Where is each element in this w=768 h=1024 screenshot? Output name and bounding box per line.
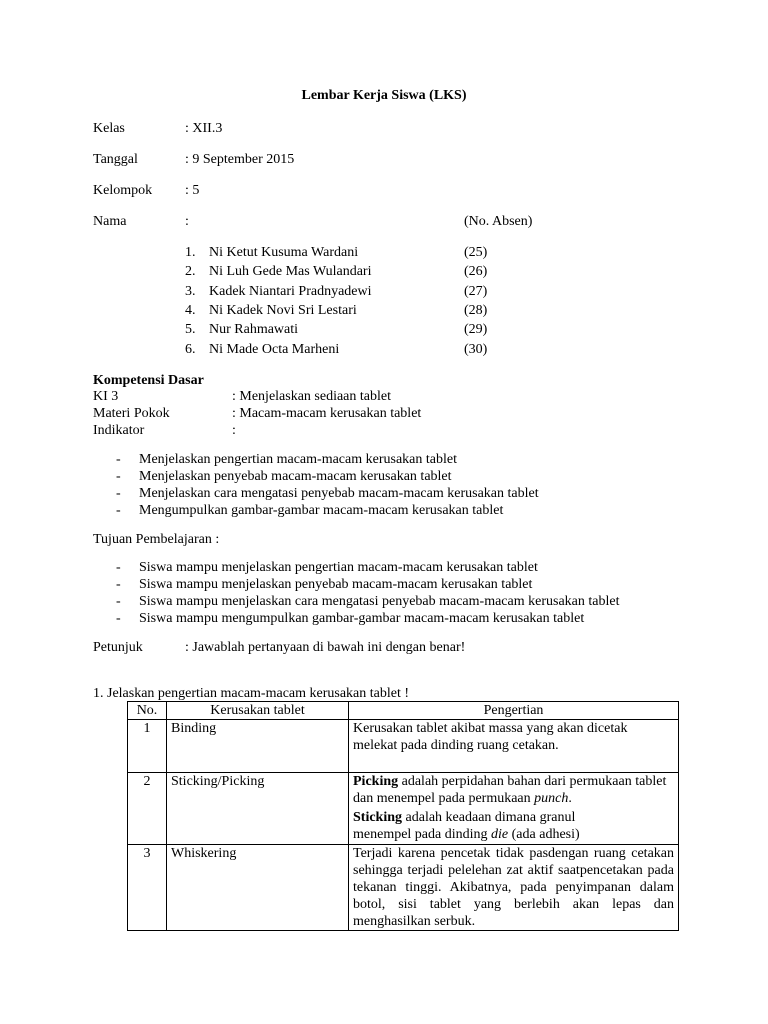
member-name: Ni Made Octa Marheni — [209, 342, 340, 357]
indikator-value: : — [232, 423, 236, 438]
row-kerusakan: Whiskering — [167, 845, 349, 931]
list-item: Siswa mampu menjelaskan penyebab macam-macam kerusakan tablet — [139, 577, 533, 592]
petunjuk-value: : Jawablah pertanyaan di bawah ini dengan benar! — [185, 640, 466, 655]
nama-label: Nama — [93, 214, 127, 229]
kelas-value: : XII.3 — [185, 121, 223, 136]
row-kerusakan: Binding — [167, 720, 349, 773]
member-number: 2. — [185, 264, 196, 279]
bullet-dash: - — [116, 486, 121, 501]
row-pengertian: Terjadi karena pencetak tidak pasdengan ruang cetakan sehingga terjadi pelelehan zat aktif saatpencetakan pada tekanan tinggi. Akibatnya, pada penyimpanan dalam botol, sisi tablet yang berlebih akan lepas dan menghasilkan serbuk. — [349, 845, 679, 931]
list-item: Siswa mampu menjelaskan pengertian macam-macam kerusakan tablet — [139, 560, 538, 575]
list-item: Menjelaskan pengertian macam-macam kerusakan tablet — [139, 452, 457, 467]
member-number: 3. — [185, 284, 196, 299]
kelas-label: Kelas — [93, 121, 125, 136]
row-number: 1 — [128, 720, 167, 773]
ki-label: KI 3 — [93, 389, 119, 404]
materi-label: Materi Pokok — [93, 406, 170, 421]
list-item: Siswa mampu menjelaskan cara mengatasi penyebab macam-macam kerusakan tablet — [139, 594, 620, 609]
sticking-definition-line — [353, 809, 674, 826]
row-kerusakan: Sticking/Picking — [167, 773, 349, 845]
member-absen: (27) — [464, 284, 488, 299]
member-name: Ni Luh Gede Mas Wulandari — [209, 264, 372, 279]
bullet-dash: - — [116, 577, 121, 592]
bullet-dash: - — [116, 560, 121, 575]
table-row — [128, 773, 679, 845]
kompetensi-heading: Kompetensi Dasar — [93, 373, 204, 388]
kelompok-label: Kelompok — [93, 183, 153, 198]
bullet-dash: - — [116, 469, 121, 484]
definition-line: melekat pada dinding ruang cetakan. — [353, 738, 559, 753]
member-number: 1. — [185, 245, 196, 260]
column-header-pengertian: Pengertian — [349, 702, 679, 720]
definition-text: menempel pada dinding — [353, 827, 492, 842]
table-row — [128, 720, 679, 773]
row-pengertian — [349, 720, 679, 773]
bullet-dash: - — [116, 611, 121, 626]
ki-value: : Menjelaskan sediaan tablet — [232, 389, 391, 404]
nama-value: : — [185, 214, 189, 229]
definition-line: Kerusakan tablet akibat massa yang akan dicetak — [353, 721, 628, 736]
petunjuk-label: Petunjuk — [93, 640, 143, 655]
list-item: Siswa mampu mengumpulkan gambar-gambar macam-macam kerusakan tablet — [139, 611, 585, 626]
member-name: Ni Ketut Kusuma Wardani — [209, 245, 359, 260]
member-number: 6. — [185, 342, 196, 357]
definition-text: (ada adhesi) — [508, 827, 580, 842]
picking-definition — [353, 773, 674, 807]
member-name: Nur Rahmawati — [209, 322, 299, 337]
member-number: 5. — [185, 322, 196, 337]
page-title: Lembar Kerja Siswa (LKS) — [301, 88, 467, 103]
absen-header: (No. Absen) — [464, 214, 533, 229]
sticking-definition-line — [353, 826, 674, 843]
column-header-kerusakan: Kerusakan tablet — [167, 702, 349, 720]
list-item: Menjelaskan penyebab macam-macam kerusakan tablet — [139, 469, 452, 484]
row-pengertian — [349, 773, 679, 845]
bullet-dash: - — [116, 452, 121, 467]
question-text: 1. Jelaskan pengertian macam-macam kerusakan tablet ! — [93, 686, 410, 701]
table-header-row — [128, 702, 679, 720]
materi-value: : Macam-macam kerusakan tablet — [232, 406, 422, 421]
term-die: die — [491, 827, 509, 842]
column-header-no: No. — [128, 702, 167, 720]
tanggal-value: : 9 September 2015 — [185, 152, 295, 167]
member-absen: (26) — [464, 264, 488, 279]
member-absen: (30) — [464, 342, 488, 357]
tujuan-heading: Tujuan Pembelajaran : — [93, 532, 220, 547]
definition-text: adalah perpidahan bahan dari permukaan tablet dan menempel pada permukaan — [353, 774, 667, 806]
tanggal-label: Tanggal — [93, 152, 138, 167]
member-number: 4. — [185, 303, 196, 318]
kerusakan-table — [127, 701, 679, 931]
member-absen: (29) — [464, 322, 488, 337]
term-sticking: Sticking — [353, 810, 403, 825]
table-row — [128, 845, 679, 931]
member-name: Kadek Niantari Pradnyadewi — [209, 284, 372, 299]
indikator-label: Indikator — [93, 423, 145, 438]
member-absen: (28) — [464, 303, 488, 318]
member-absen: (25) — [464, 245, 488, 260]
term-punch: punch — [534, 791, 569, 806]
definition-text: adalah keadaan dimana granul — [402, 810, 576, 825]
bullet-dash: - — [116, 503, 121, 518]
row-number: 3 — [128, 845, 167, 931]
member-name: Ni Kadek Novi Sri Lestari — [209, 303, 357, 318]
term-picking: Picking — [353, 774, 399, 789]
list-item: Menjelaskan cara mengatasi penyebab macam-macam kerusakan tablet — [139, 486, 539, 501]
definition-text: . — [568, 791, 572, 806]
bullet-dash: - — [116, 594, 121, 609]
row-number: 2 — [128, 773, 167, 845]
list-item: Mengumpulkan gambar-gambar macam-macam kerusakan tablet — [139, 503, 504, 518]
kelompok-value: : 5 — [185, 183, 200, 198]
